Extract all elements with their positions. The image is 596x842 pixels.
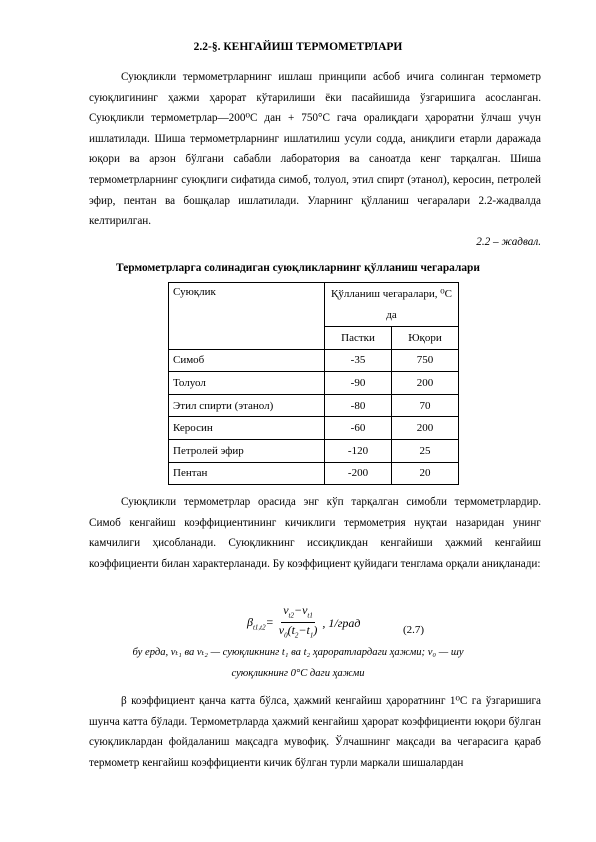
closing-paragraph: β коэффициент қанча катта бўлса, ҳажмий кенгайиш ҳароратнинг 1⁰С га ўзгаришига шунча катта бўлади. Термометрларда ҳажмий кенгайиш ҳарорат коэффициенти юқори бўлган суюқликлардан фойдаланиш мақсадга мувофиқ. Ўлчашнинг мақсади ва чегарасига қараб термометр кенгайиш коэффициенти кичик бўлган турли маркали шишалардан xyxy=(89,695,541,769)
row-name: Петролей эфир xyxy=(169,439,325,462)
row-name: Симоб xyxy=(169,349,325,372)
table-number-label: 2.2 – жадвал. xyxy=(476,236,541,248)
row-low: -90 xyxy=(325,372,392,395)
row-low: -200 xyxy=(325,462,392,485)
formula-lhs: $\beta_{t1,t2}=$ xyxy=(247,615,274,632)
row-name: Пентан xyxy=(169,462,325,485)
section-heading: 2.2-§. КЕНГАЙИШ ТЕРМОМЕТРЛАРИ xyxy=(193,41,403,53)
header-low: Пастки xyxy=(325,327,392,350)
table-row xyxy=(169,394,459,417)
row-low: -80 xyxy=(325,394,392,417)
row-high: 20 xyxy=(392,462,459,485)
intro-paragraph: Суюқликли термометрларнинг ишлаш принципи асбоб ичига солинган термометр суюқлигининг ҳажми ҳарорат кўтарилиши ёки пасайишида ўзгаришига асосланган. Суюқликли термометрлар—200⁰С дан + 750°С гача оралиқдаги ҳароратни ўлчаш учун ишлатилади. Шиша термометрларнинг ишлатилиш усули содда, аниқлиги етарли даражада юқори ва арзон бўлгани сабабли лаборатория ва саноатда кенг тарқалган. Шиша термометрларнинг суюқлиги сифатида симоб, толуол, этил спирт (этанол), керосин, петролей эфир, пентан ва бошқалар ишлатилади. Уларнинг қўлланиш чегаралари 2.2-жадвалда келтирилган. xyxy=(89,71,541,228)
table-row xyxy=(169,462,459,485)
formula-denominator: $v_0(t_2-t_1)$ xyxy=(278,623,318,640)
formula-number: (2.7) xyxy=(403,624,425,636)
row-high: 200 xyxy=(392,417,459,440)
liquid-range-table xyxy=(168,282,459,485)
header-liquid: Суюқлик xyxy=(169,283,325,350)
table-row xyxy=(169,439,459,462)
beta-formula xyxy=(247,603,360,644)
header-high: Юқори xyxy=(392,327,459,350)
row-name: Этил спирти (этанол) xyxy=(169,394,325,417)
formula-unit: , 1/град xyxy=(322,615,361,630)
formula-numerator: $v_{t2}-v_{t1}$ xyxy=(281,603,315,623)
row-high: 750 xyxy=(392,349,459,372)
row-name: Керосин xyxy=(169,417,325,440)
table-row xyxy=(169,417,459,440)
row-low: -35 xyxy=(325,349,392,372)
row-low: -120 xyxy=(325,439,392,462)
row-low: -60 xyxy=(325,417,392,440)
formula-note-line2: суюқликнинг 0°С даги ҳажми xyxy=(231,668,365,679)
header-range: Қўлланиш чегаралари, ⁰С да xyxy=(325,283,459,327)
table-title: Термометрларга солинадиган суюқликларнинг қўлланиш чегаралари xyxy=(116,262,480,274)
table-row xyxy=(169,349,459,372)
row-high: 25 xyxy=(392,439,459,462)
body-paragraph: Суюқликли термометрлар орасида энг кўп тарқалган симобли термометрлардир. Симоб кенгайиш коэффициентининг кичиклиги термометрия нуқтаи назаридан унинг камчилиги ҳисобланади. Суюқликнинг иссиқликдан кенгайиши ҳажмий кенгайиш коэффициенти билан характерланади. Бу коэффициент қуйидаги тенглама орқали аниқланади: xyxy=(89,496,541,570)
row-high: 70 xyxy=(392,394,459,417)
formula-fraction xyxy=(277,603,320,644)
table-row xyxy=(169,372,459,395)
formula-note-line1: бу ерда, vₜ₁ ва vₜ₂ — суюқликнинг t₁ ва t₂ ҳароратлардаги ҳажми; v₀ — шу xyxy=(132,647,464,658)
row-name: Толуол xyxy=(169,372,325,395)
row-high: 200 xyxy=(392,372,459,395)
